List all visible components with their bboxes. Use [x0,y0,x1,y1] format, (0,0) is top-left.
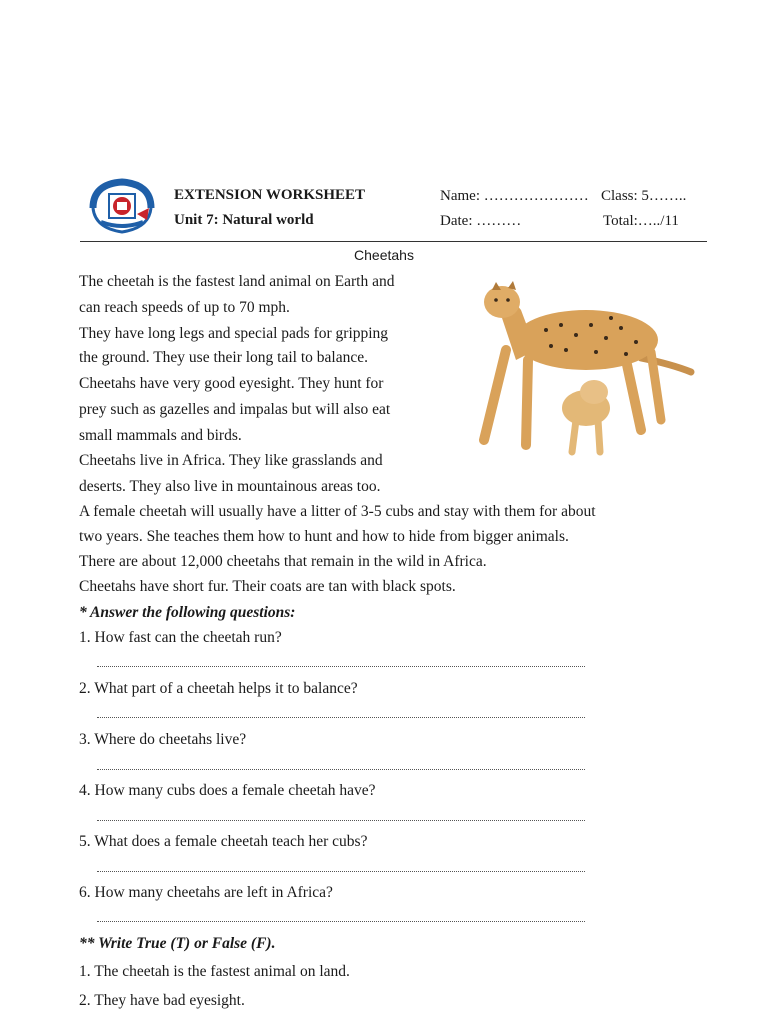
name-field: Name: ………………… [440,188,589,204]
header-divider [80,241,707,242]
passage-line: Cheetahs live in Africa. They like grasslands and [79,452,383,469]
passage-line: the ground. They use their long tail to balance. [79,349,368,366]
worksheet-title: EXTENSION WORKSHEET [174,187,366,203]
passage-line: The cheetah is the fastest land animal on Earth and [79,273,395,290]
passage-line: Cheetahs have very good eyesight. They hunt for [79,375,384,392]
question-item: 2. What part of a cheetah helps it to balance? [79,680,358,697]
answer-line[interactable] [97,871,585,872]
passage-line: A female cheetah will usually have a litter of 3-5 cubs and stay with them for about [79,503,596,520]
unit-label: Unit 7: Natural world [174,212,314,228]
question-item: 3. Where do cheetahs live? [79,731,247,748]
answer-line[interactable] [97,717,585,718]
section1-instruction: * Answer the following questions: [79,604,296,621]
question-item: 1. How fast can the cheetah run? [79,629,282,646]
date-field: Date: ……… [440,213,522,229]
passage-line: They have long legs and special pads for gripping [79,325,389,342]
section2-instruction: ** Write True (T) or False (F). [79,935,276,952]
question-item: 5. What does a female cheetah teach her cubs? [79,833,368,850]
answer-line[interactable] [97,921,585,922]
passage-line: small mammals and birds. [79,427,242,444]
total-field: Total:…../11 [603,213,679,229]
passage-line: There are about 12,000 cheetahs that remain in the wild in Africa. [79,553,487,570]
passage-line: Cheetahs have short fur. Their coats are tan with black spots. [79,578,456,595]
passage-line: can reach speeds of up to 70 mph. [79,299,290,316]
answer-line[interactable] [97,769,585,770]
passage-line: deserts. They also live in mountainous areas too. [79,478,381,495]
answer-line[interactable] [97,666,585,667]
tf-statement: 1. The cheetah is the fastest animal on land. [79,963,350,980]
page-title: Cheetahs [354,247,414,263]
passage-line: two years. She teaches them how to hunt and how to hide from bigger animals. [79,528,569,545]
answer-line[interactable] [97,820,585,821]
tf-statement: 2. They have bad eyesight. [79,992,245,1009]
school-logo-icon [87,178,157,236]
question-item: 6. How many cheetahs are left in Africa? [79,884,333,901]
class-field: Class: 5…….. [601,188,687,204]
question-item: 4. How many cubs does a female cheetah have? [79,782,376,799]
passage-line: prey such as gazelles and impalas but will also eat [79,401,391,418]
cheetah-image [466,280,700,466]
